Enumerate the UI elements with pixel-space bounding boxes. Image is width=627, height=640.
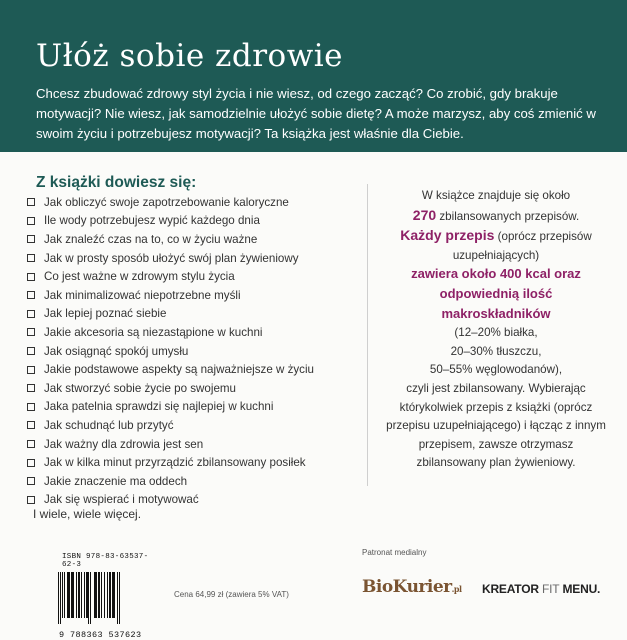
list-item-label: Jaka patelnia sprawdzi się najlepiej w kuchni — [44, 400, 274, 414]
checkbox-square-icon — [27, 477, 35, 485]
list-item-label: Jak osiągnąć spokój umysłu — [44, 344, 189, 358]
list-item-label: Jak się wspierać i motywować — [44, 493, 199, 507]
checkbox-square-icon — [27, 328, 35, 336]
list-item — [27, 286, 357, 305]
checkbox-square-icon — [27, 384, 35, 392]
recipe-info — [385, 187, 607, 473]
list-item — [27, 453, 357, 472]
price-text: Cena 64,99 zł (zawiera 5% VAT) — [174, 590, 289, 599]
list-item — [27, 342, 357, 361]
info-closing: czyli jest zbilansowany. Wybierając którykolwiek przepis z książki (oprócz przepisu uzupełniającego) i łącząc z innym przepisem, zawsze otrzymasz zbilansowany plan żywieniowy. — [386, 381, 606, 470]
learn-heading: Z książki dowiesz się: — [36, 174, 197, 191]
column-divider — [367, 184, 368, 486]
list-item-label: Co jest ważne w zdrowym stylu życia — [44, 270, 235, 284]
list-item — [27, 398, 357, 417]
list-item — [27, 230, 357, 249]
list-item — [27, 323, 357, 342]
intro-text: Chcesz zbudować zdrowy styl życia i nie wiesz, od czego zacząć? Co zrobić, gdy brakuje motywacji? Nie wiesz, jak samodzielnie ułożyć sobie dietę? A może marzysz, aby coś zmienić w swoim życiu i potrzebujesz motywacji? Ta książka jest właśnie dla Ciebie. — [36, 86, 596, 141]
list-item-label: Jak stworzyć sobie życie po swojemu — [44, 381, 237, 395]
kfm-text-2: FIT — [541, 582, 560, 596]
more-text: I wiele, wiele więcej. — [33, 507, 142, 521]
kfm-text-3: MENU. — [562, 582, 601, 596]
checkbox-square-icon — [27, 366, 35, 374]
checkbox-square-icon — [27, 291, 35, 299]
checkbox-square-icon — [27, 347, 35, 355]
info-line-1: W książce znajduje się około — [421, 189, 571, 202]
list-item — [27, 360, 357, 379]
checkbox-square-icon — [27, 440, 35, 448]
barcode-bar — [119, 572, 120, 624]
isbn-text: ISBN 978-83-63537-62-3 — [62, 553, 149, 569]
list-item-label: Ile wody potrzebujesz wypić każdego dnia — [44, 214, 260, 228]
list-item — [27, 212, 357, 231]
barcode — [58, 553, 155, 640]
list-item-label: Jak ważny dla zdrowia jest sen — [44, 437, 204, 451]
info-fat: 20–30% tłuszczu, — [450, 344, 542, 358]
patronat-label: Patronat medialny — [362, 548, 427, 557]
checkbox-square-icon — [27, 459, 35, 467]
info-kcal: zawiera około 400 kcal oraz odpowiednią ilość makroskładników — [411, 266, 581, 321]
checkbox-square-icon — [27, 254, 35, 262]
list-item — [27, 416, 357, 435]
recipe-count: 270 — [412, 206, 437, 223]
checkbox-square-icon — [27, 198, 35, 206]
checkbox-square-icon — [27, 403, 35, 411]
checkbox-square-icon — [27, 273, 35, 281]
list-item-label: Jak schudnąć lub przytyć — [44, 418, 174, 432]
info-line-3: (oprócz przepisów uzupełniających) — [452, 230, 592, 262]
info-line-2: zbilansowanych przepisów. — [439, 209, 580, 223]
checkbox-square-icon — [27, 496, 35, 504]
list-item — [27, 193, 357, 212]
list-item-label: Jakie znaczenie ma oddech — [44, 474, 188, 488]
barcode-bars — [58, 572, 155, 624]
checkbox-square-icon — [27, 235, 35, 243]
hero-banner — [0, 0, 627, 152]
list-item — [27, 267, 357, 286]
barcode-digits: 9 788363 537623 — [59, 630, 142, 640]
list-item — [27, 472, 357, 491]
list-item-label: Jakie podstawowe aspekty są najważniejsze w życiu — [44, 363, 315, 377]
list-item-label: Jak obliczyć swoje zapotrzebowanie kaloryczne — [44, 195, 289, 209]
biokurier-logo-suffix: .pl — [451, 584, 462, 594]
list-item — [27, 249, 357, 268]
book-title: Ułóż sobie zdrowie — [36, 38, 344, 74]
list-item — [27, 305, 357, 324]
checkbox-square-icon — [27, 217, 35, 225]
biokurier-logo-text: BioKurier — [362, 577, 452, 597]
info-carbs: 50–55% węglowodanów), — [429, 363, 563, 377]
learn-list — [27, 193, 357, 509]
list-item-label: Jakie akcesoria są niezastąpione w kuchni — [44, 325, 263, 339]
list-item-label: Jak lepiej poznać siebie — [44, 307, 167, 321]
list-item — [27, 435, 357, 454]
info-protein: (12–20% białka, — [454, 326, 538, 340]
list-item — [27, 379, 357, 398]
checkbox-square-icon — [27, 421, 35, 429]
list-item-label: Jak minimalizować niepotrzebne myśli — [44, 288, 241, 302]
list-item-label: Jak w kilka minut przyrządzić zbilansowany posiłek — [44, 456, 306, 470]
list-item-label: Jak znaleźć czas na to, co w życiu ważne — [44, 232, 258, 246]
kfm-text-1: KREATOR — [482, 582, 539, 596]
biokurier-logo — [362, 577, 462, 597]
checkbox-square-icon — [27, 310, 35, 318]
kreator-fit-menu-logo — [482, 582, 600, 596]
list-item-label: Jak w prosty sposób ułożyć swój plan żywieniowy — [44, 251, 299, 265]
each-recipe: Każdy przepis — [400, 227, 495, 244]
